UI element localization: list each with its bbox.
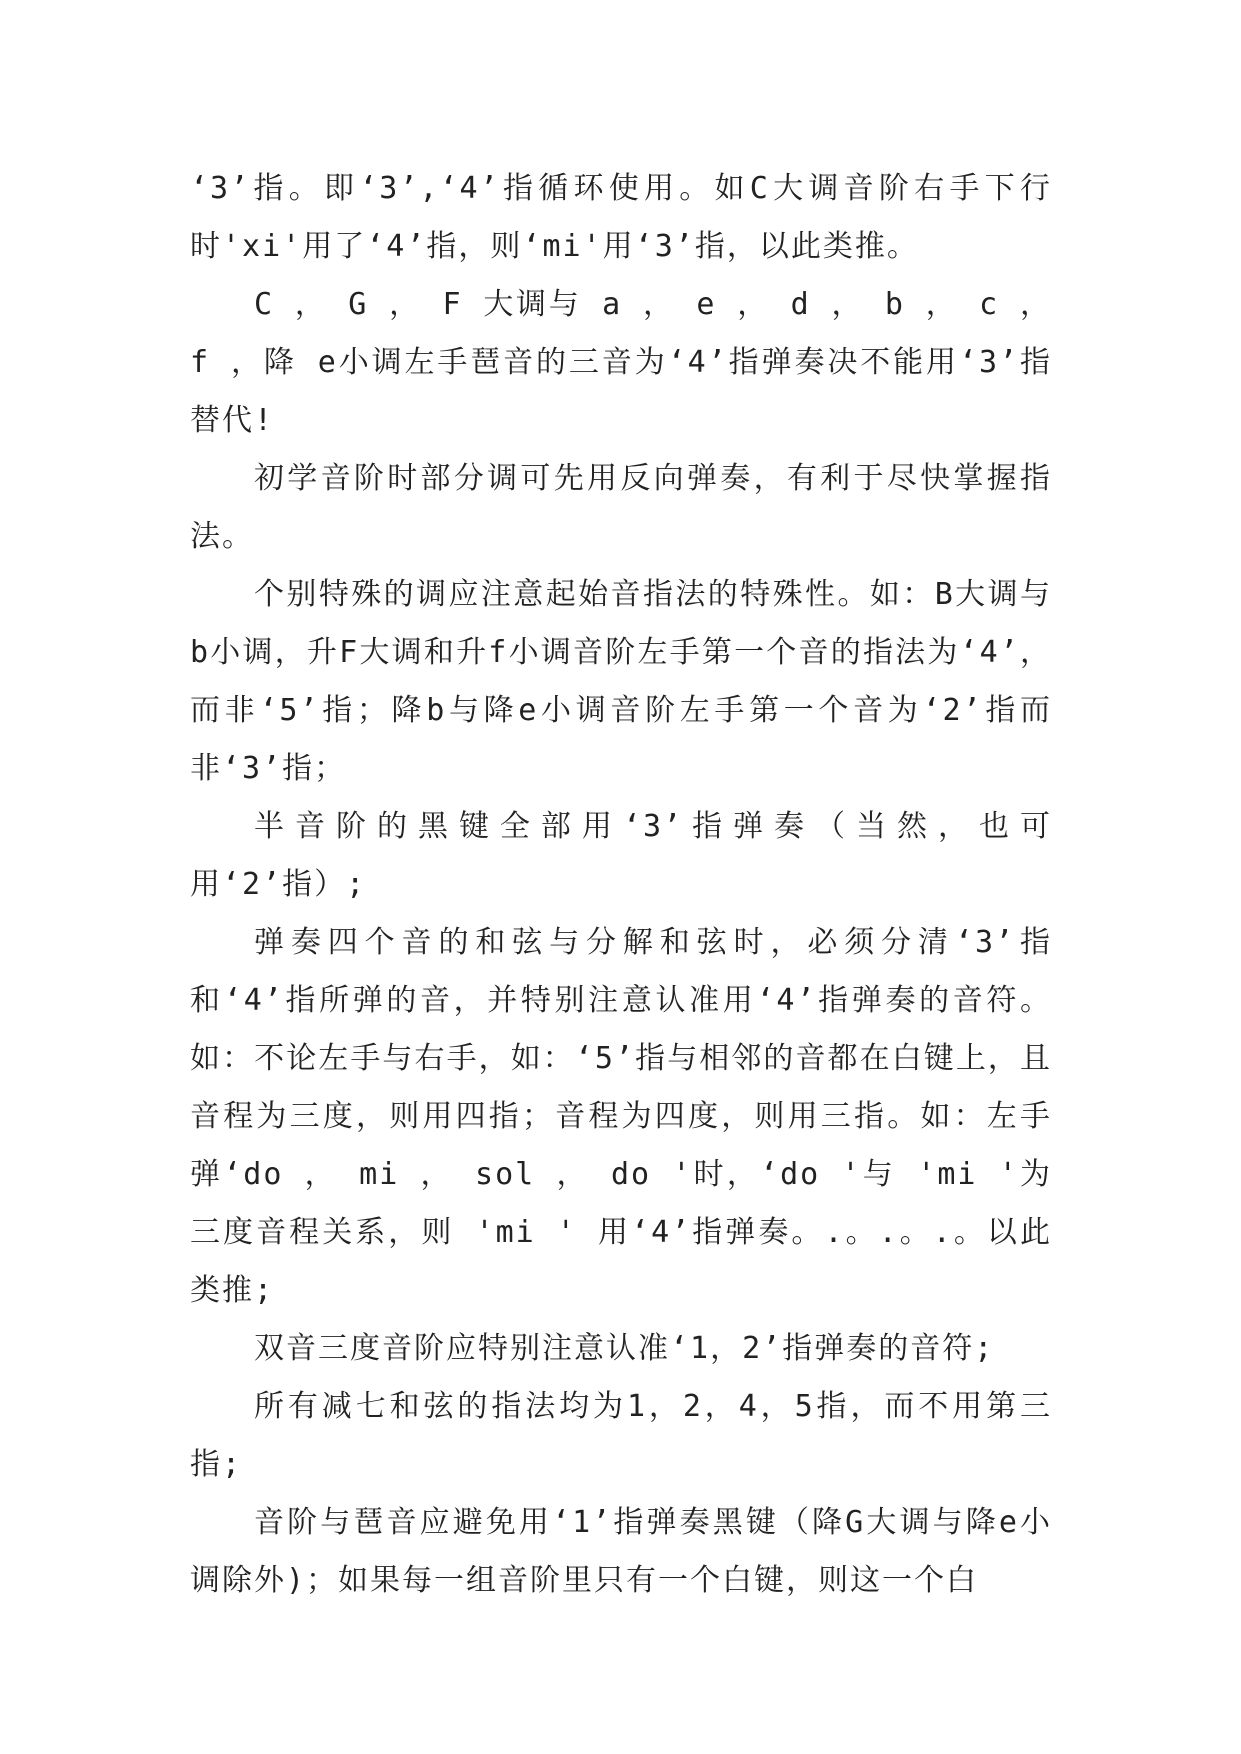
paragraph-four-note-chords: 弹奏四个音的和弦与分解和弦时，必须分清‘3’指和‘4’指所弹的音，并特别注意认准用‘4’指弹奏的音符。如：不论左手与右手，如：‘5’指与相邻的音都在白键上，且音程为三度，则用四指；音程为四度，则用三指。如：左手弹‘do ， mi ， sol ， do '时，‘do '与 'mi '为三度音程关系，则 'mi ' 用‘4’指弹奏。.。.。.。以此类推; <box>190 925 1052 1308</box>
paragraph-black-keys: 音阶与琶音应避免用‘1’指弹奏黑键（降G大调与降e小调除外)；如果每一组音阶里只有一个白键，则这一个白 <box>190 1505 1052 1598</box>
paragraph-contrary-motion: 初学音阶时部分调可先用反向弹奏，有利于尽快掌握指法。 <box>190 461 1052 554</box>
paragraph-chromatic-scale: 半音阶的黑键全部用‘3’指弹奏（当然，也可用‘2’指）; <box>190 809 1052 902</box>
paragraph-double-thirds: 双音三度音阶应特别注意认准‘1，2’指弹奏的音符; <box>254 1331 995 1366</box>
paragraph-continued: ‘3’指。即‘3’,‘4’指循环使用。如C大调音阶右手下行时'xi'用了‘4’指，则‘mi'用‘3’指，以此类推。 <box>190 171 1052 264</box>
document-body <box>190 160 1052 1610</box>
paragraph-arpeggio-rule: C ， G ， F 大调与 a ， e ， d ， b ， c ， f ，降 e小调左手琶音的三音为‘4’指弹奏决不能用‘3’指替代! <box>190 287 1052 438</box>
paragraph-special-keys: 个别特殊的调应注意起始音指法的特殊性。如：B大调与b小调，升F大调和升f小调音阶左手第一个音的指法为‘4’，而非‘5’指；降b与降e小调音阶左手第一个音为‘2’指而非‘3’指； <box>190 577 1052 786</box>
paragraph-diminished-seventh: 所有减七和弦的指法均为1，2，4，5指，而不用第三指; <box>190 1389 1052 1482</box>
